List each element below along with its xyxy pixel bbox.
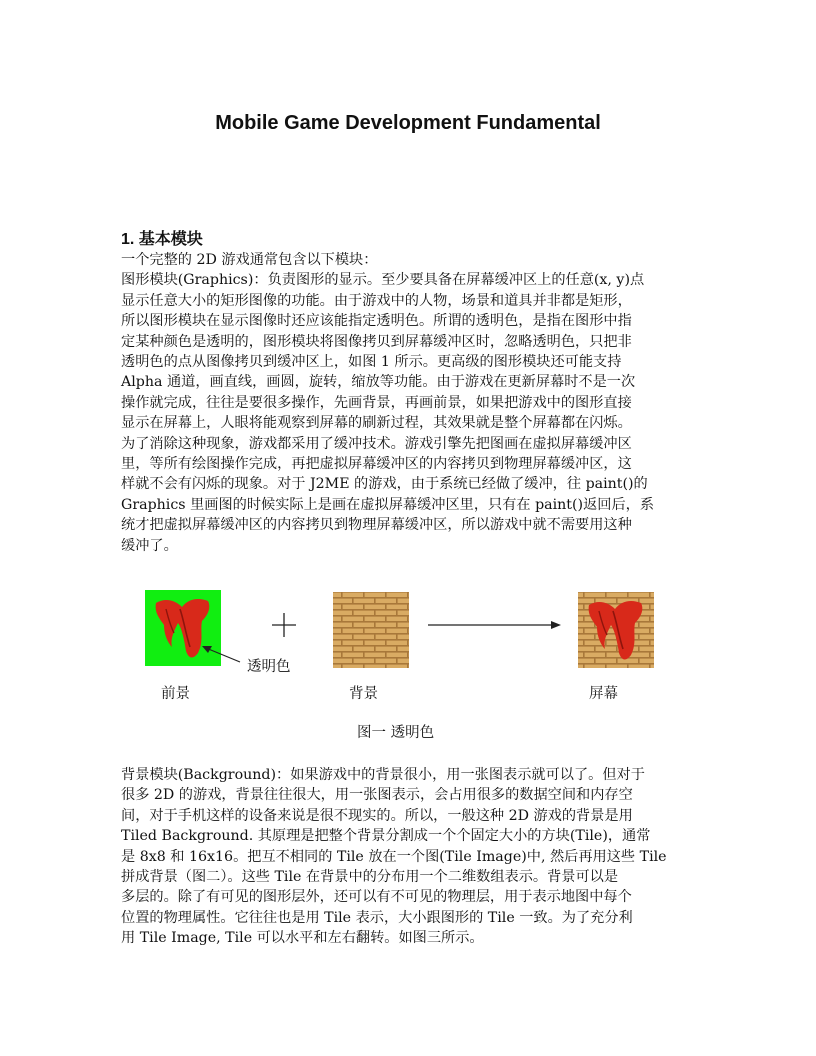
text-line: 统才把虚拟屏幕缓冲区的内容拷贝到物理屏幕缓冲区，所以游戏中就不需要用这种 [121,517,632,534]
label-transparent-color: 透明色 [247,659,291,675]
text-line: 多层的。除了有可见的图形层外，还可以有不可见的物理层，用于表示地图中每个 [121,889,632,906]
background-image [333,592,409,668]
text-line: 所以图形模块在显示图像时还应该能指定透明色。所谓的透明色，是指在图形中指 [121,313,632,330]
text-line: Graphics 里画图的时候实际上是画在虚拟屏幕缓冲区里，只有在 paint()返回后，系 [121,496,655,513]
arrow-head-icon [551,621,561,629]
text-line: 拼成背景（图二）。这些 Tile 在背景中的分布用一个二维数组表示。背景可以是 [121,869,619,886]
text-line: Tiled Background. 其原理是把整个背景分割成一个个固定大小的方块(Tile)，通常 [121,828,651,845]
text-line: Alpha 通道，画直线，画圆，旋转，缩放等功能。由于游戏在更新屏幕时不是一次 [121,374,636,391]
label-screen: 屏幕 [589,686,618,702]
text-line: 是 8x8 和 16x16。把互不相同的 Tile 放在一个图(Tile Image)中, 然后再用这些 Tile [121,848,667,865]
text-line: 为了消除这种现象，游戏都采用了缓冲技术。游戏引擎先把图画在虚拟屏幕缓冲区 [121,435,632,452]
text-line: 很多 2D 的游戏，背景往往很大，用一张图表示，会占用很多的数据空间和内存空 [121,787,633,804]
text-line: 里，等所有绘图操作完成，再把虚拟屏幕缓冲区的内容拷贝到物理屏幕缓冲区，这 [121,456,632,473]
text-line: 显示任意大小的矩形图像的功能。由于游戏中的人物，场景和道具并非都是矩形， [121,292,632,309]
paragraph-graphics-module [121,250,701,556]
text-line: 缓冲了。 [121,537,178,554]
text-line: 透明色的点从图像拷贝到缓冲区上，如图 1 所示。更高级的图形模块还可能支持 [121,354,622,371]
figure-caption: 图一 透明色 [357,725,435,741]
text-line: 显示在屏幕上，人眼将能观察到屏幕的刷新过程，其效果就是整个屏幕都在闪烁。 [121,415,632,432]
label-background: 背景 [349,686,378,702]
document-title: Mobile Game Development Fundamental [215,112,601,134]
text-line: 一个完整的 2D 游戏通常包含以下模块： [121,252,378,268]
text-line: 定某种颜色是透明的，图形模块将图像拷贝到屏幕缓冲区时，忽略透明色，只把非 [121,333,632,350]
paragraph-background-module [121,765,701,949]
figure-transparency [0,585,816,745]
text-line: 图形模块(Graphics)：负责图形的显示。至少要具备在屏幕缓冲区上的任意(x, y)点 [121,272,645,289]
text-line: 样就不会有闪烁的现象。对于 J2ME 的游戏，由于系统已经做了缓冲，往 paint()的 [121,476,648,493]
text-line: 位置的物理属性。它往往也是用 Tile 表示，大小跟图形的 Tile 一致。为了充分利 [121,909,633,926]
text-line: 操作就完成，往往是要很多操作，先画背景，再画前景，如果把游戏中的图形直接 [121,394,632,411]
text-line: 用 Tile Image, Tile 可以水平和左右翻转。如图三所示。 [121,930,484,947]
text-line: 背景模块(Background)：如果游戏中的背景很小，用一张图表示就可以了。但对于 [121,767,645,783]
text-line: 间，对于手机这样的设备来说是很不现实的。所以，一般这种 2D 游戏的背景是用 [121,807,633,824]
section-heading: 1. 基本模块 [121,231,203,248]
label-foreground: 前景 [161,686,190,702]
